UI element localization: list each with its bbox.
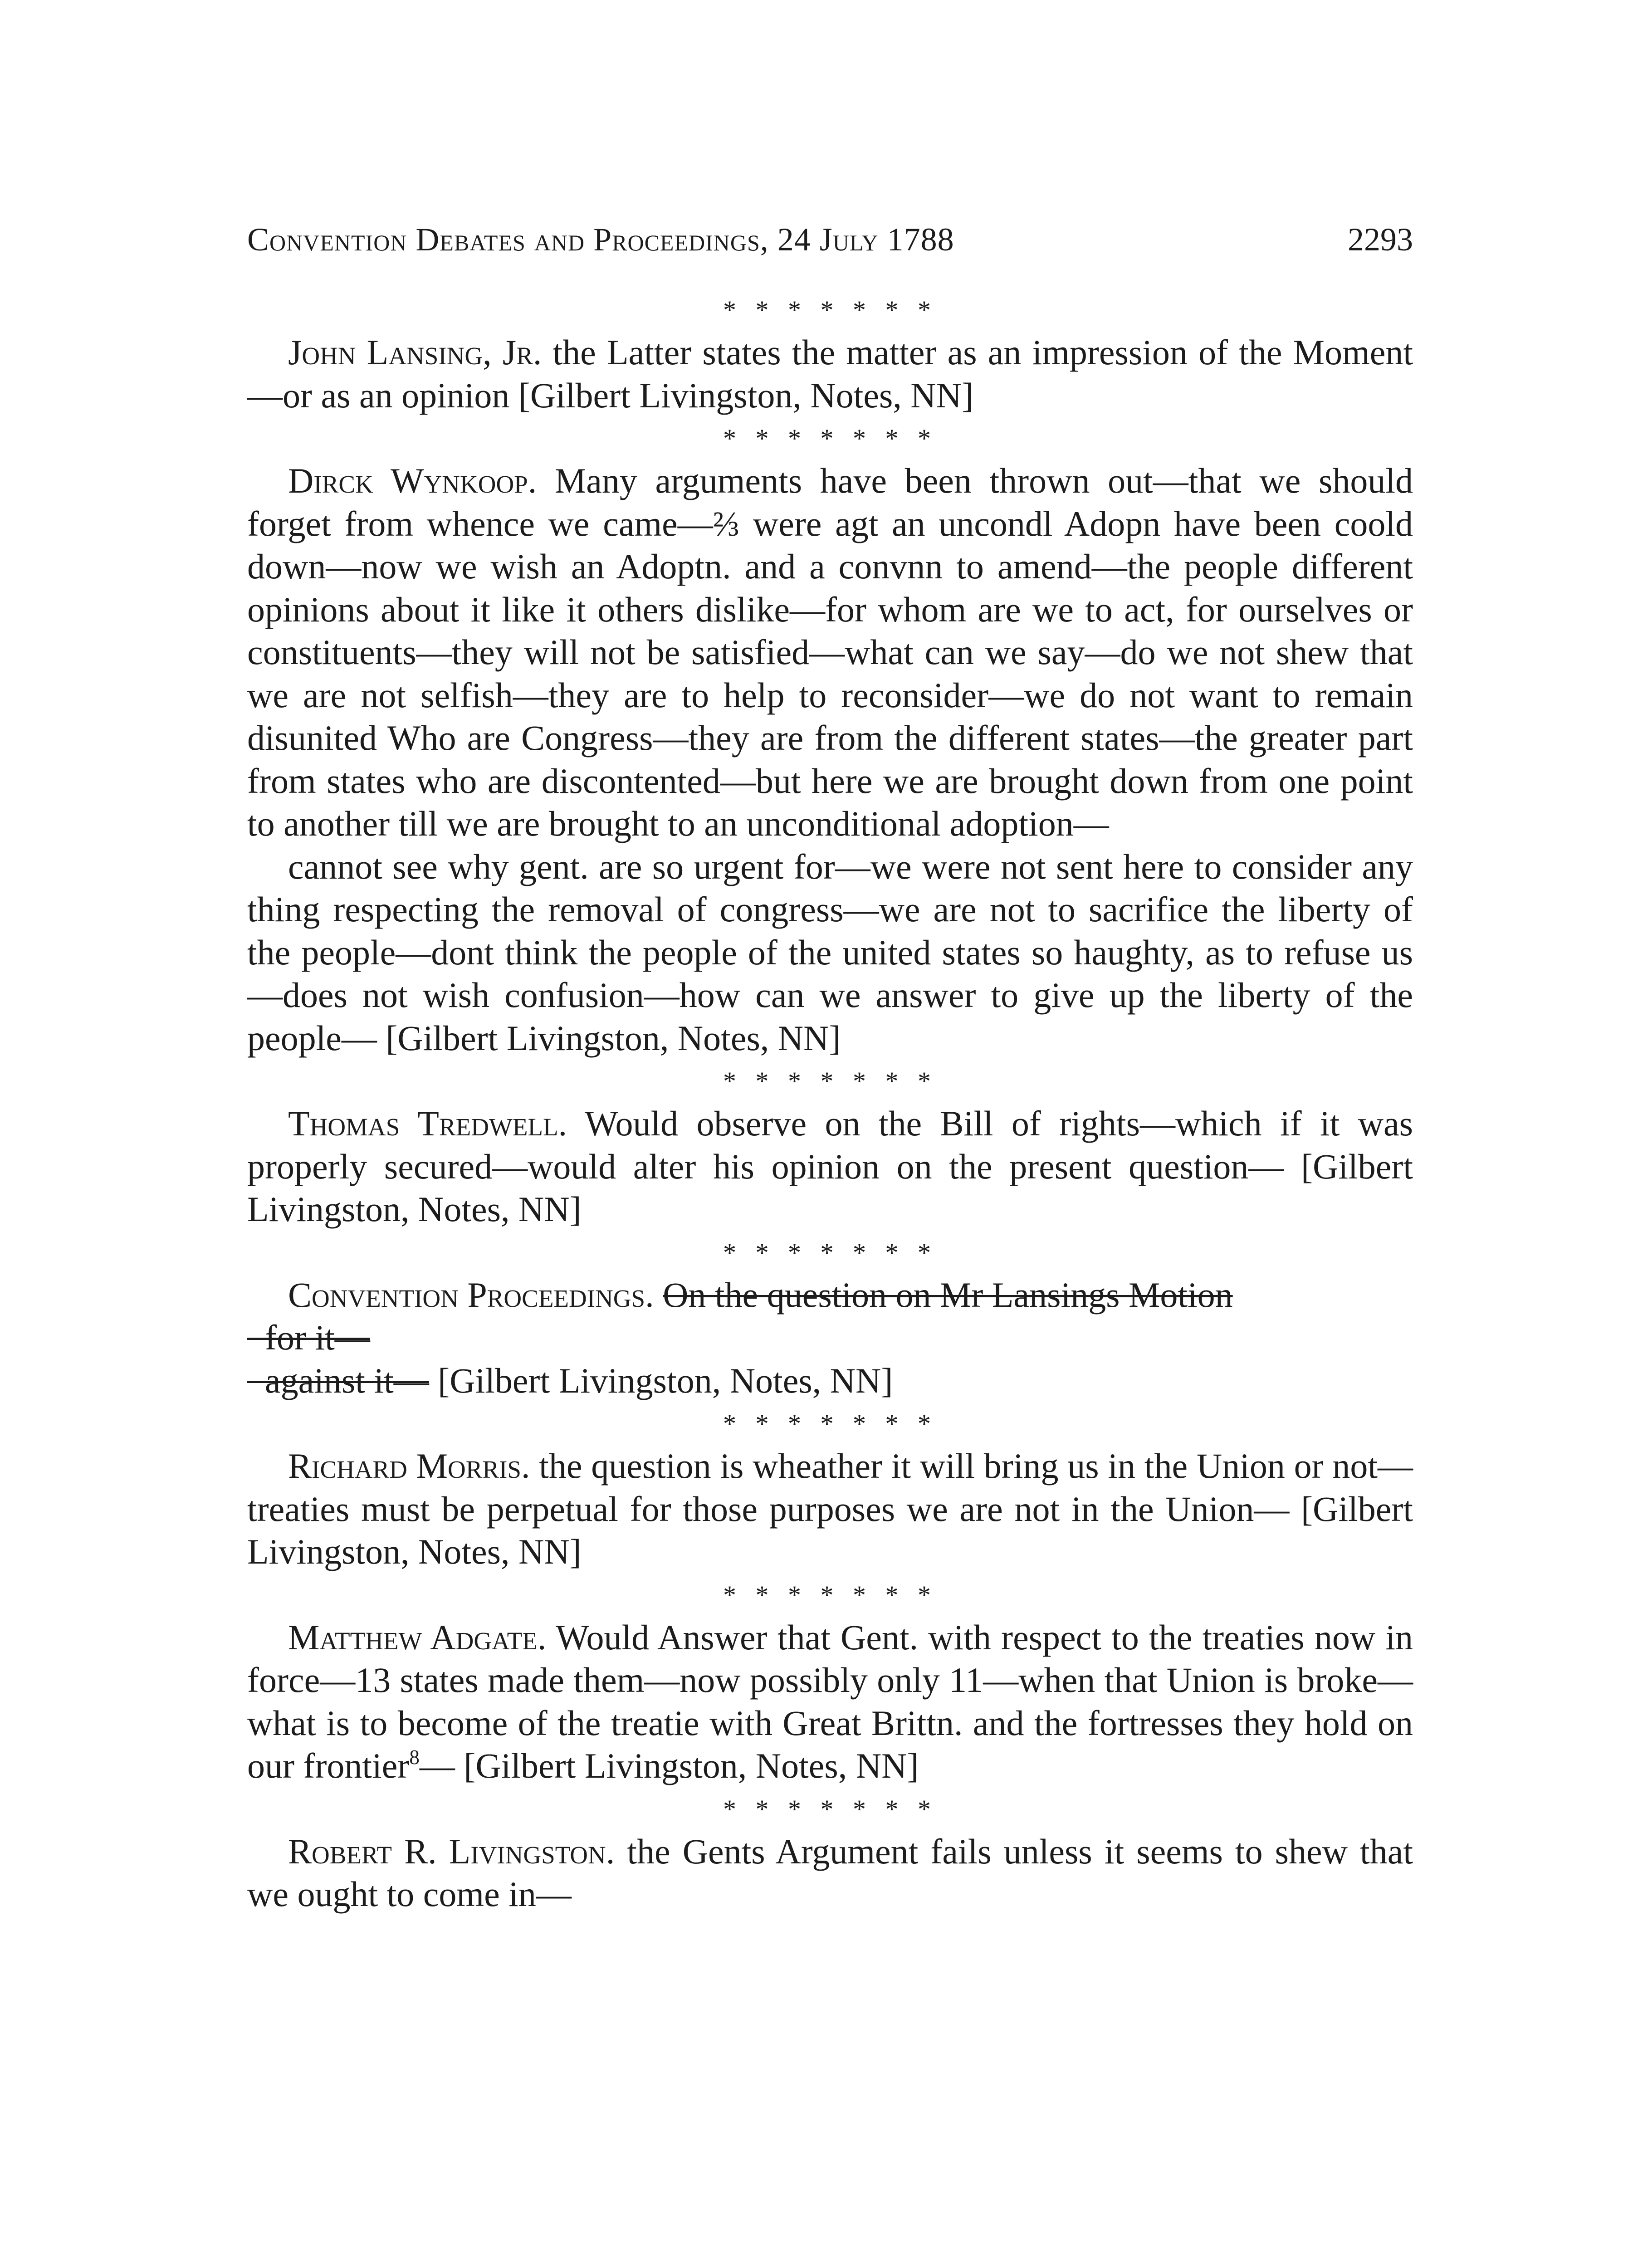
- entry-text: the Latter states the matter as an impression of the Moment—or as an opinion [Gilbert Livingston, Notes, NN]: [247, 332, 1413, 415]
- running-head: Convention Debates and Proceedings, 24 July 1788: [247, 221, 954, 258]
- entry-tredwell: [247, 1102, 1413, 1231]
- entry-convention-proceedings: [247, 1274, 1413, 1403]
- entry-text: the Gents Argument fails unless it seems to shew that we ought to come in—: [247, 1831, 1413, 1914]
- section-separator: * * * * * * *: [723, 1237, 937, 1267]
- proceedings-line-2: [247, 1316, 1413, 1359]
- struck-text: On the question on Mr Lansings Motion: [663, 1275, 1233, 1315]
- struck-text: [247, 1318, 370, 1357]
- speaker-name: Convention Proceedings.: [288, 1275, 654, 1315]
- section-separator: * * * * * * *: [723, 1580, 937, 1610]
- citation: [Gilbert Livingston, Notes, NN]: [429, 1360, 893, 1400]
- struck-text-for: for it—: [265, 1318, 370, 1357]
- footnote-reference[interactable]: 8: [409, 1746, 420, 1769]
- entry-wynkoop-continued: [247, 846, 1413, 1060]
- page-body: [247, 297, 1413, 1924]
- section-separator: * * * * * * *: [723, 295, 937, 325]
- entry-text: cannot see why gent. are so urgent for—we were not sent here to consider any thing respecting the removal of congress—we are not to sacrifice the liberty of the people—dont think the people of the united states so haughty, as to refuse us—does not wish confusion—how can we answer to give up the liberty of the people— [Gilbert Livingston, Notes, NN]: [247, 846, 1413, 1058]
- proceedings-line-1: [247, 1274, 1413, 1317]
- page-number: 2293: [1348, 221, 1413, 258]
- page-header: [247, 217, 1413, 262]
- section-separator: * * * * * * *: [723, 1409, 937, 1438]
- speaker-name: Robert R. Livingston.: [288, 1831, 615, 1871]
- entry-text: the question is wheather it will bring us in the Union or not—treaties must be perpetual for those purposes we are not in the Union— [Gilbert Livingston, Notes, NN]: [247, 1446, 1413, 1571]
- entry-wynkoop: [247, 459, 1413, 846]
- speaker-name: Richard Morris.: [288, 1446, 530, 1486]
- struck-text-against: against it—: [265, 1360, 429, 1400]
- struck-text: [247, 1361, 429, 1400]
- section-separator: * * * * * * *: [723, 424, 937, 453]
- section-separator: * * * * * * *: [723, 1066, 937, 1096]
- entry-text: Many arguments have been thrown out—that we should forget from whence we came—⅔ were agt an uncondl Adopn have been coold down—now we wish an Adoptn. and a convnn to amend—the people different opinions about it like it others dislike—for whom are we to act, for ourselves or constituents—they will not be satisfied—what can we say—do we not shew that we are not selfish—they are to help to reconsider—we do not want to remain disunited Who are Congress—they are from the different states—the greater part from states who are discontented—but here we are brought down from one point to another till we are brought to an unconditional adoption—: [247, 461, 1413, 843]
- section-separator: * * * * * * *: [723, 1794, 937, 1824]
- speaker-name: Thomas Tredwell.: [288, 1104, 567, 1143]
- speaker-name: Matthew Adgate.: [288, 1617, 547, 1657]
- entry-lansing: [247, 331, 1413, 417]
- entry-r-livingston: [247, 1830, 1413, 1916]
- entry-morris: [247, 1445, 1413, 1574]
- entry-adgate: [247, 1616, 1413, 1788]
- entry-text: Would observe on the Bill of rights—which if it was properly secured—would alter his opinion on the present question— [Gilbert Livingston, Notes, NN]: [247, 1104, 1413, 1229]
- entry-text: Would Answer that Gent. with respect to the treaties now in force—13 states made them—now possibly only 11—when that Union is broke—what is to become of the treatie with Great Brittn. and the fortresses they hold on our frontier: [247, 1617, 1413, 1785]
- speaker-name: John Lansing, Jr.: [288, 332, 542, 372]
- speaker-name: Dirck Wynkoop.: [288, 461, 537, 500]
- entry-text-continued: — [Gilbert Livingston, Notes, NN]: [419, 1746, 919, 1785]
- proceedings-line-3: [247, 1359, 1413, 1403]
